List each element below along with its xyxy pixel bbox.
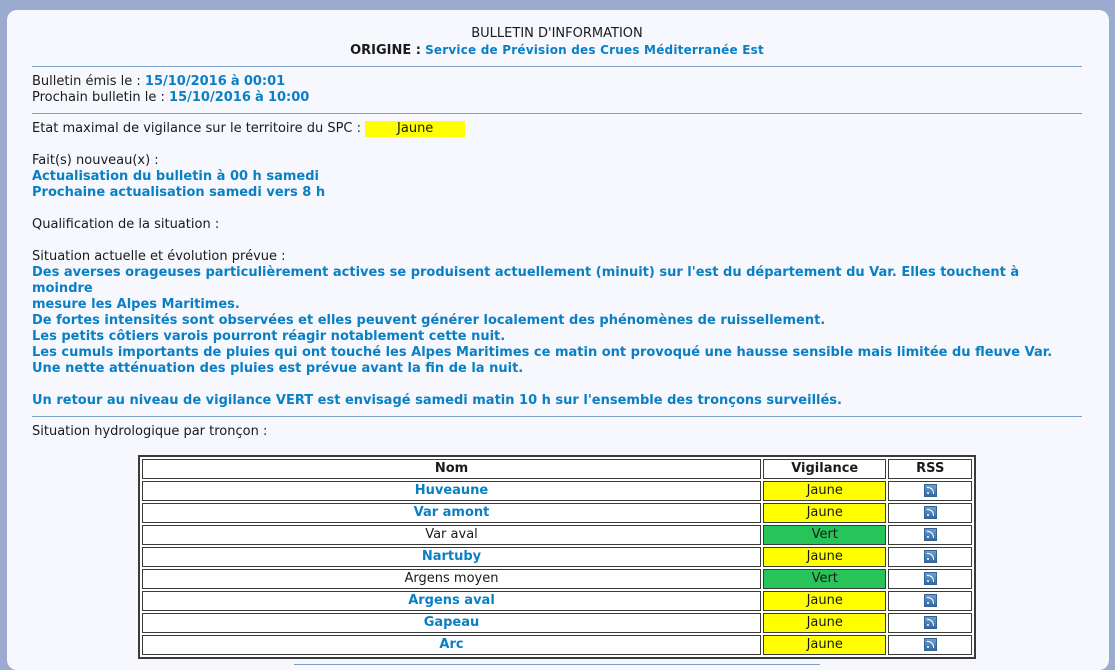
rss-icon[interactable] [924, 616, 937, 629]
section-vigilance: Jaune [763, 591, 886, 611]
section-vigilance: Jaune [763, 547, 886, 567]
situation-line: mesure les Alpes Maritimes. [32, 297, 240, 312]
origin-value: Service de Prévision des Crues Méditerranée Est [425, 43, 764, 57]
section-rss[interactable] [888, 613, 972, 633]
rss-icon[interactable] [924, 594, 937, 607]
section-rss[interactable] [888, 591, 972, 611]
section-vigilance: Jaune [763, 613, 886, 633]
section-name: Argens moyen [142, 569, 761, 589]
news-item: Prochaine actualisation samedi vers 8 h [32, 185, 326, 200]
section-vigilance: Jaune [763, 503, 886, 523]
col-header-nom: Nom [142, 459, 761, 479]
bottom-separator [294, 664, 820, 665]
news-item: Actualisation du bulletin à 00 h samedi [32, 169, 319, 184]
section-vigilance: Vert [763, 569, 886, 589]
next-date: 15/10/2016 [169, 90, 251, 105]
emitted-date: 15/10/2016 [144, 74, 227, 89]
emitted-line [32, 74, 1082, 90]
section-name[interactable]: Var amont [142, 503, 761, 523]
section-vigilance: Vert [763, 525, 886, 545]
hydro-table [138, 455, 976, 659]
separator [32, 416, 1082, 417]
section-name[interactable]: Gapeau [142, 613, 761, 633]
table-row [142, 613, 972, 633]
hydro-label: Situation hydrologique par tronçon : [32, 424, 268, 439]
separator [32, 66, 1082, 67]
table-header-row [142, 459, 972, 479]
emitted-label: Bulletin émis le : [32, 74, 141, 89]
table-row [142, 481, 972, 501]
rss-icon[interactable] [924, 638, 937, 651]
separator [32, 113, 1082, 114]
section-vigilance: Jaune [763, 635, 886, 655]
section-name[interactable]: Arc [142, 635, 761, 655]
rss-icon[interactable] [924, 572, 937, 585]
next-label: Prochain bulletin le : [32, 90, 165, 105]
section-vigilance: Jaune [763, 481, 886, 501]
vigilance-badge: Jaune [365, 121, 465, 137]
section-name: Var aval [142, 525, 761, 545]
table-row [142, 547, 972, 567]
section-rss[interactable] [888, 525, 972, 545]
situation-label: Situation actuelle et évolution prévue : [32, 249, 286, 264]
table-row [142, 569, 972, 589]
rss-icon[interactable] [924, 484, 937, 497]
situation-line: Une nette atténuation des pluies est prévue avant la fin de la nuit. [32, 361, 524, 376]
next-at: à [255, 90, 264, 105]
section-name[interactable]: Argens aval [142, 591, 761, 611]
rss-icon[interactable] [924, 550, 937, 563]
news-list [32, 169, 1082, 201]
rss-icon[interactable] [924, 506, 937, 519]
table-row [142, 503, 972, 523]
bulletin-title: BULLETIN D'INFORMATION [471, 26, 643, 41]
section-name[interactable]: Nartuby [142, 547, 761, 567]
situation-outlook: Un retour au niveau de vigilance VERT est envisagé samedi matin 10 h sur l'ensemble des tronçons surveillés. [32, 393, 842, 408]
table-row [142, 635, 972, 655]
bulletin-header [32, 26, 1082, 59]
bulletin-panel [7, 10, 1109, 670]
section-name[interactable]: Huveaune [142, 481, 761, 501]
section-rss[interactable] [888, 569, 972, 589]
table-row [142, 525, 972, 545]
situation-line: Les petits côtiers varois pourront réagir notablement cette nuit. [32, 329, 506, 344]
vigilance-line [32, 121, 1082, 137]
news-label: Fait(s) nouveau(x) : [32, 153, 159, 168]
col-header-rss: RSS [888, 459, 972, 479]
hydro-table-wrap [138, 455, 976, 659]
table-row [142, 591, 972, 611]
vigilance-label: Etat maximal de vigilance sur le territoire du SPC : [32, 121, 362, 136]
emitted-at: à [230, 74, 240, 89]
situation-text [32, 265, 1082, 377]
section-rss[interactable] [888, 481, 972, 501]
section-rss[interactable] [888, 635, 972, 655]
section-rss[interactable] [888, 503, 972, 523]
qualification-label: Qualification de la situation : [32, 217, 220, 232]
section-rss[interactable] [888, 547, 972, 567]
situation-line: De fortes intensités sont observées et elles peuvent générer localement des phénomènes de ruissellement. [32, 313, 826, 328]
situation-line: Les cumuls importants de pluies qui ont touché les Alpes Maritimes ce matin ont provoqué une hausse sensible mais limitée du fleuve Var. [32, 345, 1053, 360]
situation-line: Des averses orageuses particulièrement actives se produisent actuellement (minuit) sur l'est du département du Var. Elles touchent à moindre [32, 265, 1020, 296]
next-time: 10:00 [267, 90, 310, 105]
rss-icon[interactable] [924, 528, 937, 541]
emitted-time: 00:01 [243, 74, 286, 89]
origin-label: ORIGINE : [350, 43, 421, 58]
col-header-vigilance: Vigilance [763, 459, 886, 479]
next-line [32, 90, 1082, 106]
